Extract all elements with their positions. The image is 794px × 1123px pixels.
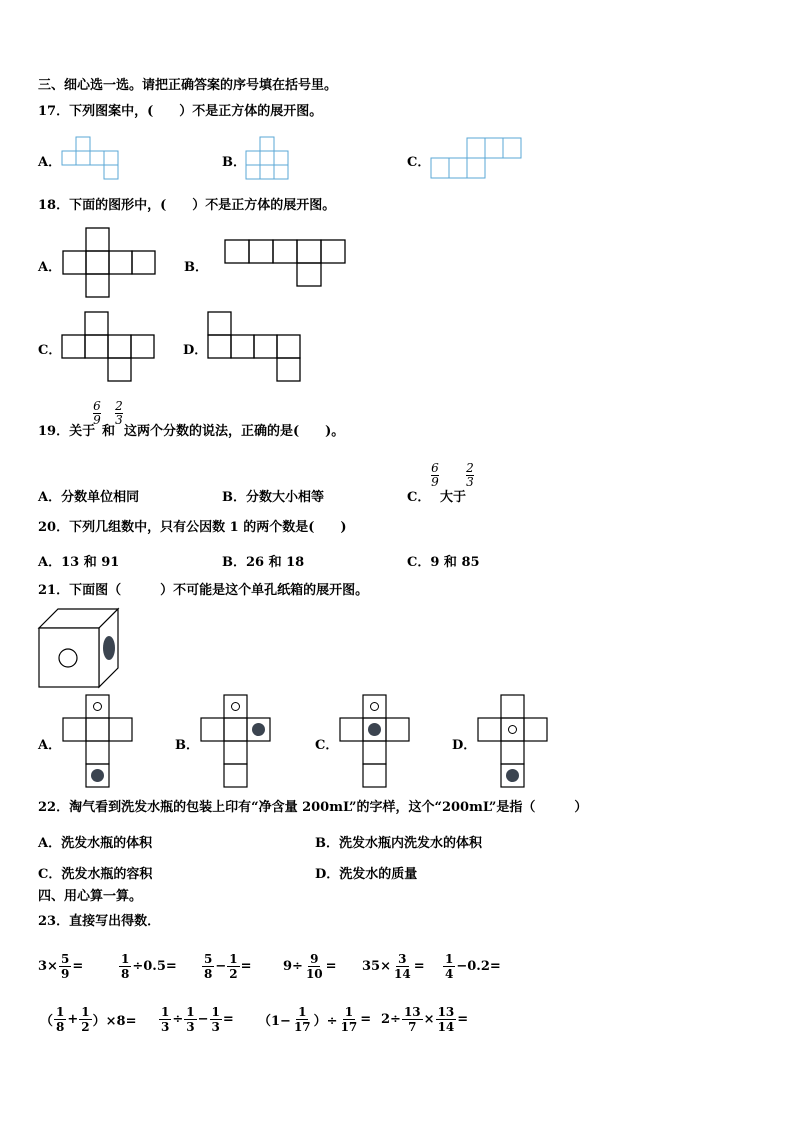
question-18-stem: 18．下面的图形中，( ）不是正方体的展开图。 [38,198,336,213]
calc-item: $\frac{1}{4}$ −0.2= [445,952,501,981]
question-23-stem: 23．直接写出得数． [38,914,161,929]
section-heading-4: 四、用心算一算。 [38,889,143,904]
q21-option-a-label: A． [38,738,62,753]
q17-option-b-label: B． [222,155,246,170]
calc-item: （ $\frac{1}{8}$ + $\frac{1}{2}$ ）×8= [40,1005,137,1034]
calc-item: 35× $\frac{3}{14}$ = [362,952,425,981]
question-20-stem: 20．下列几组数中，只有公因数 1 的两个数是( ) [38,520,347,535]
q19-option-a: A．分数单位相同 [38,490,140,505]
q21-net-a [62,694,134,789]
q19-fraction-6-9: 6 9 [93,399,101,427]
calc-item: 2÷ $\frac{13}{7}$ × $\frac{13}{14}$ = [381,1005,469,1034]
q18-option-a-label: A． [38,260,62,275]
q18-option-d-label: D． [183,343,208,358]
q17-option-a-label: A． [38,155,62,170]
calc-item: $\frac{5}{8}$ − $\frac{1}{2}$ = [204,952,252,981]
q19-option-c-text: 大于 [440,490,467,505]
q21-option-b-label: B． [175,738,199,753]
q17-net-a [61,137,123,181]
calc-item: 9÷ $\frac{9}{10}$ = [283,952,337,981]
q22-option-d: D．洗发水的质量 [315,867,418,882]
q19-fraction-2-3: 2 3 [115,399,123,427]
q19-option-c-label: C． [407,490,431,505]
q21-net-d [477,694,549,789]
q17-net-b [245,137,293,181]
question-19-stem-post: 这两个分数的说法，正确的是( )。 [124,424,345,439]
calc-item: $\frac{1}{3}$ ÷ $\frac{1}{3}$ − $\frac{1}{3}$ = [161,1005,234,1034]
q20-option-b: B．26 和 18 [222,555,305,570]
q21-net-b [200,694,272,789]
q21-net-c [339,694,411,789]
section-heading: 三、细心选一选。请把正确答案的序号填在括号里。 [38,78,338,93]
q22-option-b: B．洗发水瓶内洗发水的体积 [315,836,482,851]
q21-option-d-label: D． [452,738,477,753]
q18-option-b-label: B． [184,260,208,275]
question-21-stem: 21．下面图（ ）不可能是这个单孔纸箱的展开图。 [38,583,369,598]
question-22-stem: 22．淘气看到洗发水瓶的包装上印有“净含量 200mL”的字样，这个“200mL”是指（ ） [38,800,588,815]
question-17-stem: 17．下列图案中，( ）不是正方体的展开图。 [38,104,323,119]
q17-net-c [430,137,524,181]
q21-option-c-label: C． [315,738,339,753]
q22-option-a: A．洗发水瓶的体积 [38,836,153,851]
q18-option-c-label: C． [38,343,62,358]
question-19-stem-mid: 和 [102,424,116,439]
calc-item: （1− $\frac{1}{17}$ ）÷ $\frac{1}{17}$ = [258,1005,372,1034]
calc-item: 3× $\frac{5}{9}$ = [38,952,84,981]
question-19-stem-pre: 19．关于 [38,424,96,439]
q20-option-c: C．9 和 85 [407,555,480,570]
q18-net-c [61,311,157,383]
q20-option-a: A．13 和 91 [38,555,120,570]
calc-item: $\frac{1}{8}$ ÷0.5= [121,952,177,981]
q17-option-c-label: C． [407,155,431,170]
q22-option-c: C．洗发水瓶的容积 [38,867,153,882]
q19-option-b: B．分数大小相等 [222,490,324,505]
q18-net-b [224,239,348,289]
q18-net-d [207,311,303,383]
q18-net-a [62,227,158,299]
q19-option-c-fraction-2-3: 2 3 [466,461,474,489]
q21-cube-figure [38,608,120,690]
q19-option-c-fraction-6-9: 6 9 [431,461,439,489]
